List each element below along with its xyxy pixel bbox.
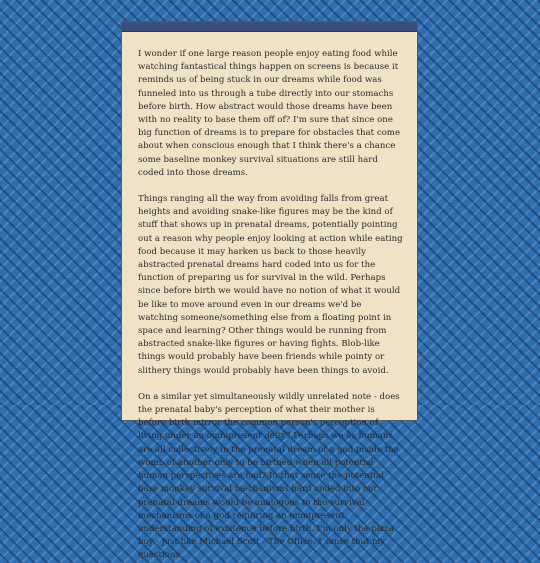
- blog-post-card: [121, 21, 418, 561]
- post-paragraph-3: On a similar yet simultaneously wildly unrelated note - does the prenatal baby's perception of what their mother is before birth mirror the common person's perception of living under an omnipresent deity? Perhaps we as humans are all collectively in the prenatal dream of a god inside the womb of another only to be birthed when all potential human perspectives are had? In that sense the potential base monkey survival mechanisms hard coded into our prenatal dreams would be analogous to the survival mechanisms of a god requiring an omnipresent understanding of existence before birth. I'm only the pizza boy - just like Michael Scott - The Office. I sense that my questions: [138, 391, 400, 561]
- post-body: [122, 32, 417, 563]
- post-paragraph-2: Things ranging all the way from avoiding falls from great heights and avoiding snake-like figures may be the kind of stuff that shows up in prenatal dreams, potentially pointing out a reason why people enjoy looking at action while eating food because it may harken us back to those heavily abstracted prenatal dreams hard coded into us for the function of preparing us for survival in the wild. Perhaps since before birth we would have no notion of what it would be like to move around even in our dreams we'd be watching someone/something else from a floating point in space and learning? Other things would be running from abstracted snake-like figures or having fights. Blob-like things would probably have been friends while pointy or slithery things would probably have been things to avoid.: [138, 194, 403, 376]
- post-header-bar: [122, 22, 417, 32]
- post-paragraph-1: I wonder if one large reason people enjoy eating food while watching fantastical things happen on screens is because it reminds us of being stuck in our dreams while food was funneled into us through a tube directly into our stomachs before birth. How abstract would those dreams have been with no reality to base them off of? I'm sure that since one big function of dreams is to prepare for obstacles that come about when conscious enough that I think there's a chance some baseline monkey survival situations are still hard coded into those dreams.: [138, 49, 401, 178]
